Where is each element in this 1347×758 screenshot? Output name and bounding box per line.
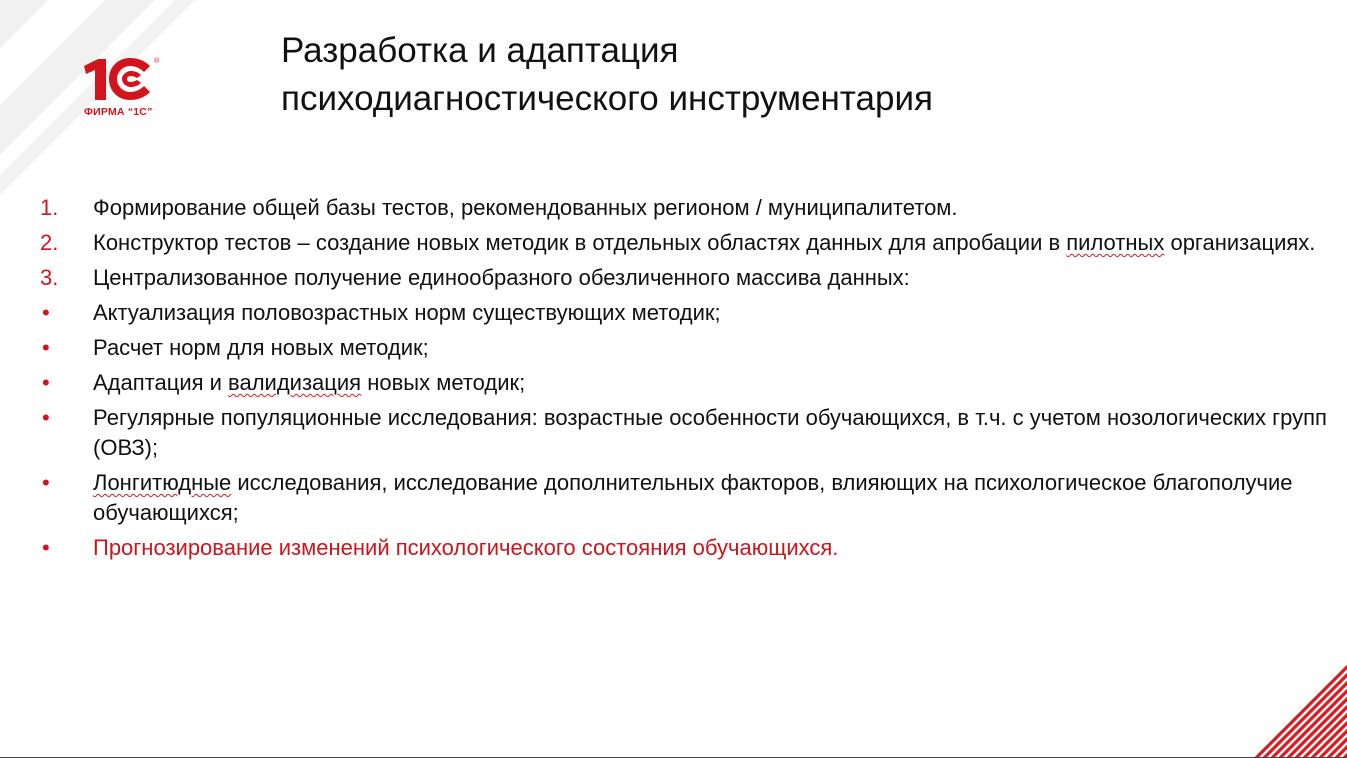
list-number: 1. xyxy=(40,195,59,220)
bullet-marker: • xyxy=(42,405,50,430)
company-logo xyxy=(80,56,170,122)
list-item xyxy=(40,263,1330,293)
bullet-marker: • xyxy=(42,300,50,325)
spellcheck-word: пилотных xyxy=(1066,230,1165,255)
spellcheck-word: валидизация xyxy=(228,370,362,395)
list-item-text: Расчет норм для новых методик; xyxy=(93,335,429,360)
logo-caption: ФИРМА “1С” xyxy=(84,106,153,118)
list-item xyxy=(40,298,1330,328)
list-item-text: Централизованное получение единообразного обезличенного массива данных: xyxy=(93,265,910,290)
bullet-marker: • xyxy=(42,335,50,360)
list-item-text: Актуализация половозрастных норм существующих методик; xyxy=(93,300,721,325)
list-item-text: Регулярные популяционные исследования: возрастные особенности обучающихся, в т.ч. с учетом нозологических групп (ОВЗ); xyxy=(93,405,1327,460)
bullet-marker: • xyxy=(42,370,50,395)
list-item xyxy=(40,533,1330,563)
bullet-marker: • xyxy=(42,535,50,560)
slide-title xyxy=(281,27,933,123)
1c-logo-icon xyxy=(80,56,160,102)
list-item-text: Адаптация и валидизация новых методик; xyxy=(93,370,526,395)
list-number: 3. xyxy=(40,265,59,290)
list-item-text: Формирование общей базы тестов, рекомендованных регионом / муниципалитетом. xyxy=(93,195,958,220)
content-list xyxy=(40,193,1330,568)
list-item xyxy=(40,403,1330,463)
registered-mark: ® xyxy=(154,58,160,65)
list-item xyxy=(40,468,1330,528)
title-line-1: Разработка и адаптация xyxy=(281,31,679,70)
spellcheck-word: Лонгитюдные xyxy=(93,470,232,495)
list-item xyxy=(40,368,1330,398)
list-item xyxy=(40,193,1330,223)
corner-hatch-decoration xyxy=(1252,663,1347,758)
title-line-2: психодиагностического инструментария xyxy=(281,79,933,118)
list-item-text: Конструктор тестов – создание новых методик в отдельных областях данных для апробации в пилотных организациях. xyxy=(93,230,1316,255)
list-item-text-highlight: Прогнозирование изменений психологического состояния обучающихся. xyxy=(93,535,839,560)
list-item xyxy=(40,333,1330,363)
list-item xyxy=(40,228,1330,258)
list-item-text: Лонгитюдные исследования, исследование дополнительных факторов, влияющих на психологическое благополучие обучающихся; xyxy=(93,470,1293,525)
list-number: 2. xyxy=(40,230,59,255)
bullet-marker: • xyxy=(42,470,50,495)
